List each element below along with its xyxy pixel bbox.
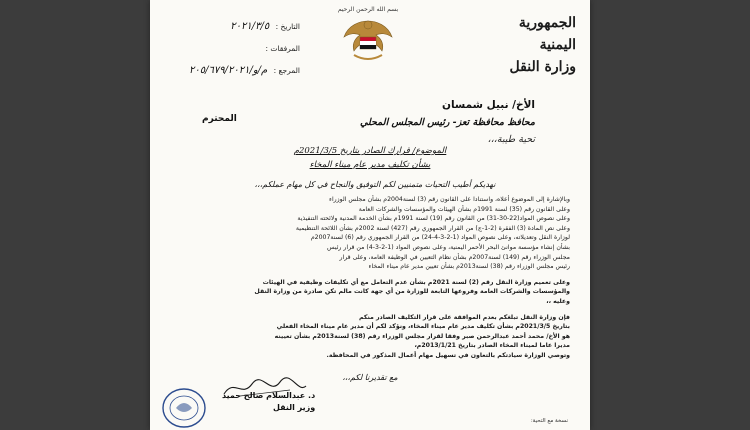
republic-name: الجمهورية اليمنية <box>518 15 576 53</box>
attachments-label: المرفقات : <box>265 44 300 53</box>
subject-line-1: الموضوع/ قرارك الصادر بتاريخ 2021/3/5م <box>293 146 447 156</box>
body-line: مجلس الوزراء رقم (149) لسنة2007م بشأن نظام التعيين في الوظيفة العامة، وعلى قرار <box>339 253 570 261</box>
circular-line: وعليه ،، <box>546 297 570 305</box>
reference-value: م/و/٢٠٥/٦٧٩/٢٠٢١ <box>189 65 268 76</box>
decision-line: مديرا عاما لميناء المخاء الصادر بتاريخ 2013/1/21م، <box>414 342 570 350</box>
date-value: ٢٠٢١/٣/٥ <box>230 21 270 32</box>
copy-note: نسخة مع التحية: <box>530 418 568 424</box>
eagle-emblem-icon <box>340 15 396 65</box>
body-line: وعلى القانون رقم (35) لسنة 1991م بشأن الهيئات والمؤسسات والشركات العامة <box>358 205 570 213</box>
reference-label: المرجع : <box>273 66 300 75</box>
letter-body <box>174 195 570 361</box>
subject-block <box>210 144 530 172</box>
addressee-block <box>205 97 535 148</box>
greeting: تحية طيبة،،، <box>487 134 535 145</box>
body-line: وبالإشارة إلى الموضوع أعلاه، واستنادا على القانون رقم (3) لسنة2004م بشأن مجلس الوزراء <box>329 196 570 203</box>
reference-row <box>170 60 300 82</box>
letter-page <box>150 0 590 430</box>
body-line: وعلى نصوص المواد(22-30-31) من القانون رقم (19) لسنة 1991م بشأن الخدمة المدنية ولائحته التنفيذية <box>297 215 570 223</box>
decision-line: هو الأخ/ محمد أحمد عبدالرحمن صبر وفقا لقرار مجلس الوزراء رقم (38) لسنة2013م بشأن تعيينه <box>274 332 570 340</box>
letterhead <box>480 12 576 78</box>
attachments-row <box>170 38 300 60</box>
date-row <box>170 16 300 38</box>
body-line: بشأن إنشاء مؤسسة موانئ البحر الأحمر اليمنية، وعلى نصوص المواد (1-2-3-4) من قرار رئيس <box>326 243 570 251</box>
decision-line: بتاريخ 2021/3/5م بشأن تكليف مدير عام ميناء المخاء، ونؤكد لكم أن مدير عام ميناء المخاء الفعلي <box>276 323 570 331</box>
letter-meta <box>170 16 300 82</box>
circular-line: والمؤسسات والشركات العامة وفروعها التابعة للوزارة من أي جهة كانت مالم تكن صادرة من وزارة النقل <box>254 288 570 296</box>
respect-word: المحترم <box>202 114 237 124</box>
body-line: وعلى نص المادة (3) الفقرة (2-1-ج) من القرار الجمهوري رقم (427) لسنة 2002م بشأن اللائحة التنظيمية <box>295 224 570 232</box>
addressee-title: محافظ محافظة تعز- رئيس المجلس المحلي <box>359 117 535 128</box>
signer-position: وزير النقل <box>272 403 316 412</box>
wishes-line: نهديكم أطيب التحيات متمنيين لكم التوفيق والنجاح في كل مهام عملكم،،، <box>254 180 496 189</box>
signer-block <box>222 390 315 414</box>
signer-name: د. عبدالسلام صالح حميد <box>222 391 316 400</box>
ministry-name: وزارة النقل <box>509 59 576 75</box>
basmala: بسم الله الرحمن الرحيم <box>337 6 399 13</box>
circular-line: وعلى تعميم وزارة النقل رقم (2) لسنة 2021م بشأن عدم التعامل مع أي تكليفات وظيفية في الهيئات <box>262 278 570 286</box>
date-label: التاريخ : <box>275 22 300 31</box>
national-emblem <box>328 6 408 69</box>
addressee-name: الأخ/ نبيل شمسان <box>442 99 535 111</box>
official-stamp-icon <box>160 386 208 430</box>
subject-line-2: بشأن تكليف مدير عام ميناء المخاء <box>309 160 431 170</box>
decision-line: وتوصي الوزارة سيادتكم بالتعاون في تسهيل مهام أعمال المذكور في المحافظة. <box>326 351 570 359</box>
body-line: لوزارة النقل وتعديلاته، وعلى نصوص المواد (1-2-3-4-24) من القرار الجمهوري رقم (6) لسنة2007م <box>310 234 570 242</box>
closing-line: مع تقديرنا لكم،،، <box>342 373 398 382</box>
decision-line: فإن وزارة النقل تبلغكم بعدم الموافقة على قرار التكليف الصادر منكم <box>359 313 570 321</box>
body-line: رئيس مجلس الوزراء رقم (38) لسنة2013م بشأن تعيين مدير عام ميناء المخاء <box>368 263 570 271</box>
